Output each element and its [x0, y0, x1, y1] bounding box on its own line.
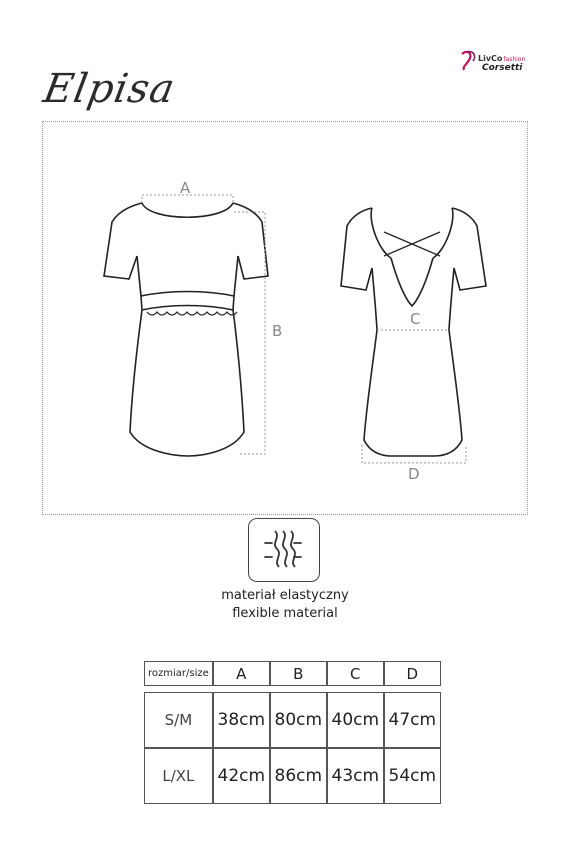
brand-name: LivCo — [478, 54, 503, 63]
table-row — [144, 692, 441, 748]
brand-sub: fashion — [503, 56, 526, 63]
header-cell-d: D — [384, 661, 441, 686]
size-table — [144, 661, 441, 804]
value-cell: 86cm — [270, 748, 327, 804]
dimension-label-b: B — [272, 322, 283, 340]
wavy-stretch-icon — [249, 519, 317, 579]
dimension-label-d: D — [408, 465, 420, 483]
value-cell: 47cm — [384, 692, 441, 748]
size-table-header — [144, 661, 441, 686]
value-cell: 54cm — [384, 748, 441, 804]
dimension-label-c: C — [410, 310, 421, 328]
value-cell: 42cm — [213, 748, 270, 804]
brand-line2: Corsetti — [482, 63, 523, 73]
header-cell-size: rozmiar/size — [144, 661, 213, 686]
size-cell: S/M — [144, 692, 213, 748]
header-cell-b: B — [270, 661, 327, 686]
header-cell-c: C — [327, 661, 384, 686]
legend-english: flexible material — [232, 606, 338, 621]
product-title: Elpisa — [39, 66, 179, 112]
value-cell: 38cm — [213, 692, 270, 748]
dimension-label-a: A — [180, 179, 191, 197]
legend-polish: materiał elastyczny — [221, 588, 349, 603]
back-dimension-lines — [362, 330, 466, 463]
front-dress-outline — [104, 203, 268, 456]
size-cell: L/XL — [144, 748, 213, 804]
value-cell: 43cm — [327, 748, 384, 804]
value-cell: 80cm — [270, 692, 327, 748]
front-dimension-lines — [142, 195, 265, 454]
header-cell-a: A — [213, 661, 270, 686]
table-row — [144, 748, 441, 804]
stretch-material-icon — [248, 518, 320, 582]
back-dress-outline — [341, 208, 486, 456]
value-cell: 40cm — [327, 692, 384, 748]
